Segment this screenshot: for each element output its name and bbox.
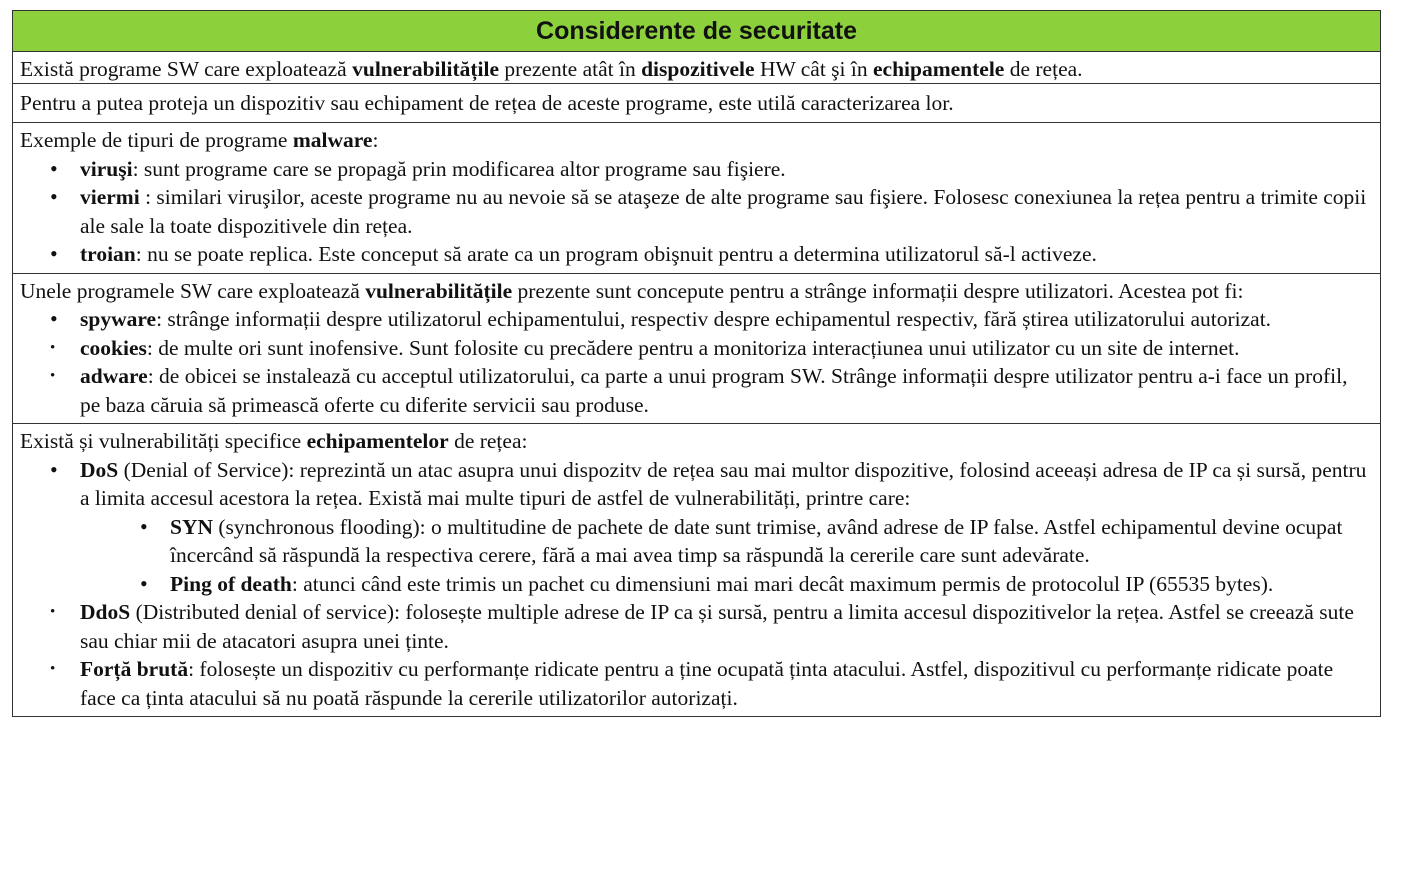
bold-term: echipamentelor [306, 429, 449, 453]
bold-term: troian [80, 242, 136, 266]
list-item [20, 240, 1373, 269]
table-title: Considerente de securitate [13, 11, 1380, 52]
text: de rețea. [1004, 57, 1083, 81]
malware-intro [20, 126, 1373, 155]
bold-term: spyware [80, 307, 157, 331]
text: prezente atât în [499, 57, 642, 81]
network-list [20, 456, 1373, 513]
bold-term: vulnerabilitățile [352, 57, 500, 81]
text: Există și vulnerabilități specifice [20, 429, 307, 453]
list-item [20, 598, 1373, 655]
text: Există programe SW care exploatează [20, 57, 353, 81]
text: : [372, 128, 379, 152]
malware-list [20, 155, 1373, 269]
list-item [20, 655, 1373, 712]
bold-term: DdoS [80, 600, 131, 624]
security-table [12, 10, 1381, 717]
text: HW cât şi în [754, 57, 873, 81]
text: Unele programele SW care exploatează [20, 278, 366, 303]
list-item [20, 362, 1373, 419]
text: (Distributed denial of service): folosește multiple adrese de IP ca și sursă, pentru a limita accesul dispozitivelor la rețea. Astfel se creează sute sau chiar mii de atacatori asupra unei ținte. [80, 600, 1354, 653]
network-intro [20, 427, 1373, 456]
bold-term: viruşi [80, 156, 133, 181]
bold-term: cookies [80, 335, 147, 360]
bold-term: DoS [80, 457, 119, 482]
network-list-continued [20, 598, 1373, 712]
text: de rețea: [448, 429, 528, 453]
text: : de obicei se instalează cu acceptul utilizatorului, ca parte a unui program SW. Strânge informații despre utilizator pentru a-i face un profil, pe baza căruia să primească oferte cu diferite servicii sau produse. [80, 364, 1348, 417]
text: (synchronous flooding): o multitudine de pachete de date sunt trimise, având adrese de IP false. Astfel echipamentul devine ocupat încercând să răspundă la respectiva cerere, fără a mai avea timp sa răspundă la cererile care sunt adevărate. [170, 514, 1343, 567]
row-protection [13, 84, 1380, 123]
bold-term: SYN [170, 514, 214, 539]
bold-term: viermi [80, 185, 140, 209]
dos-sublist [20, 513, 1373, 599]
row-vulnerabilities [13, 52, 1380, 84]
text: : strânge informații despre utilizatorul echipamentului, respectiv despre echipamentul respectiv, fără știrea utilizatorului autorizat. [156, 307, 1272, 331]
text: (Denial of Service): reprezintă un atac asupra unui dispozitv de rețea sau mai multor dispozitive, folosind aceeași adresa de IP ca și sursă, pentru a limita accesul acestora la rețea. Există mai multe tipuri de astfel de vulnerabilități, printre care: [80, 457, 1367, 510]
bold-term: Forță brută [80, 657, 189, 681]
row-network-vulnerabilities [13, 424, 1380, 716]
text: Exemple de tipuri de programe [20, 128, 293, 152]
text: prezente sunt concepute pentru a strânge informații despre utilizatori. Acestea pot fi: [512, 278, 1244, 303]
text: : nu se poate replica. Este conceput să arate ca un program obişnuit pentru a determina utilizatorul să-l activeze. [135, 242, 1097, 266]
list-item [20, 155, 1373, 184]
list-item [20, 183, 1373, 240]
list-item [20, 513, 1373, 570]
list-item [20, 334, 1373, 363]
list-item [20, 456, 1373, 513]
bold-term: echipamentele [873, 57, 1005, 81]
spyware-intro [20, 277, 1373, 306]
bold-term: malware [292, 128, 373, 152]
bold-term: adware [80, 364, 148, 388]
text: : sunt programe care se propagă prin modificarea altor programe sau fişiere. [132, 156, 786, 181]
text: : atunci când este trimis un pachet cu dimensiuni mai mari decât maximum permis de protocolul IP (65535 bytes). [291, 571, 1274, 596]
text: : similari viruşilor, aceste programe nu au nevoie să se ataşeze de alte programe sau fişiere. Folosesc conexiunea la rețea pentru a trimite copii ale sale la toate dispozitivele din rețea. [80, 185, 1367, 238]
bold-term: vulnerabilitățile [365, 278, 513, 303]
text: Pentru a putea proteja un dispozitiv sau echipament de rețea de aceste programe, este utilă caracterizarea lor. [20, 91, 954, 115]
text: : folosește un dispozitiv cu performanțe ridicate pentru a ține ocupată ținta atacului. Astfel, dispozitivul cu performanțe ridicate poate face ca ținta atacului să nu poată răspunde la cererile utilizatorilor autorizați. [80, 657, 1334, 710]
spyware-list [20, 305, 1373, 419]
bold-term: Ping of death [170, 571, 292, 596]
list-item [20, 570, 1373, 599]
text: : de multe ori sunt inofensive. Sunt folosite cu precădere pentru a monitoriza interacțiunea unui utilizator cu un site de internet. [146, 335, 1240, 360]
row-malware [13, 123, 1380, 274]
list-item [20, 305, 1373, 334]
bold-term: dispozitivele [641, 57, 755, 81]
row-spyware [13, 274, 1380, 425]
